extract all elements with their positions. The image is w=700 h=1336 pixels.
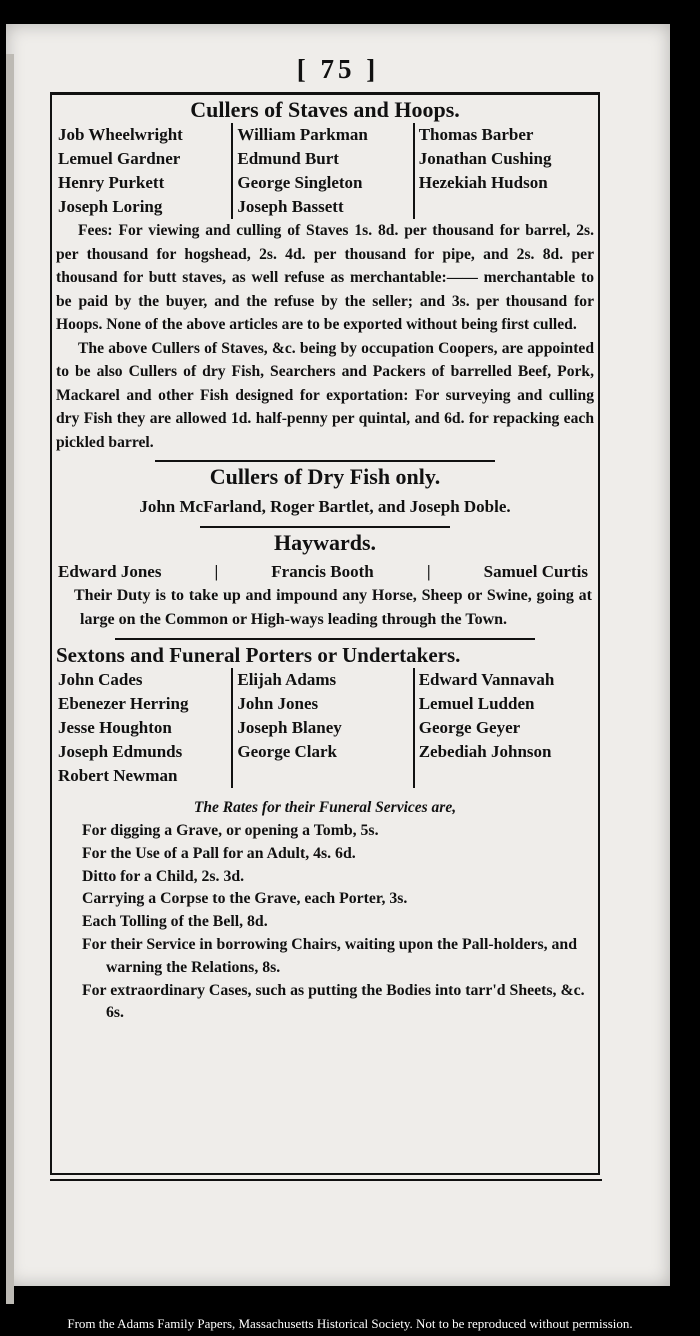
name-entry: Thomas Barber — [418, 125, 534, 144]
name-entry: George Clark — [237, 742, 337, 761]
page-edge — [6, 54, 14, 1304]
coopers-note-paragraph: The above Cullers of Staves, &c. being by occupation Coopers, are appointed to be also Cullers of dry Fish, Searchers and Packers of barrelled Beef, Pork, Mackarel and other Fish designed for exportation: For surveying and culling dry Fish they are allowed 1d. half-penny per quintal, and 6d. for repacking each pickled barrel. — [56, 339, 594, 451]
name-entry: William Parkman — [237, 125, 368, 144]
copyright-footer: From the Adams Family Papers, Massachusetts Historical Society. Not to be reproduced without permission. — [0, 1312, 700, 1336]
bottom-rule — [50, 1179, 602, 1181]
section-title-dry-fish: Cullers of Dry Fish only. — [209, 464, 441, 489]
name-entry: Lemuel Ludden — [418, 694, 535, 713]
name-entry: Joseph Edmunds — [58, 742, 183, 761]
sextons-names — [52, 668, 598, 788]
rate-item: For digging a Grave, or opening a Tomb, 5s. — [82, 822, 379, 839]
name-entry: Job Wheelwright — [58, 125, 183, 144]
section-title-sextons: Sextons and Funeral Porters or Undertakers. — [56, 643, 461, 667]
dry-fish-names: John McFarland, Roger Bartlet, and Joseph Doble. — [139, 497, 511, 516]
names-column-1 — [58, 668, 231, 788]
name-entry: Jesse Houghton — [58, 718, 172, 737]
funeral-rates-list — [52, 820, 598, 1025]
name-entry: Hezekiah Hudson — [418, 173, 548, 192]
name-entry: Henry Purkett — [58, 173, 165, 192]
names-column-2 — [231, 123, 412, 219]
name-entry: Lemuel Gardner — [58, 149, 181, 168]
name-entry: Joseph Loring — [58, 197, 163, 216]
rate-item: For extraordinary Cases, such as putting the Bodies into tarr'd Sheets, &c. 6s. — [82, 981, 585, 1022]
haywards-names — [52, 556, 598, 584]
name-entry: Joseph Bassett — [237, 197, 344, 216]
section-divider — [200, 526, 450, 528]
section-title-haywards: Haywards. — [273, 530, 377, 555]
cullers-staves-names — [52, 123, 598, 219]
section-divider — [155, 460, 495, 462]
names-column-2 — [231, 668, 412, 788]
names-column-3 — [413, 668, 598, 788]
name-entry: Jonathan Cushing — [418, 149, 552, 168]
name-entry: George Geyer — [418, 718, 521, 737]
section-title-cullers-staves: Cullers of Staves and Hoops. — [190, 97, 460, 122]
name-entry: John Jones — [237, 694, 319, 713]
name-entry: Elijah Adams — [237, 670, 337, 689]
name-entry: George Singleton — [237, 173, 363, 192]
name-entry: Edmund Burt — [237, 149, 339, 168]
name-entry: Zebediah Johnson — [418, 742, 552, 761]
section-divider — [115, 638, 535, 640]
name-entry: Samuel Curtis — [483, 562, 588, 581]
name-entry: Edward Vannavah — [418, 670, 555, 689]
rates-intro: The Rates for their Funeral Services are, — [193, 799, 457, 816]
document-page — [6, 24, 670, 1286]
name-entry: Ebenezer Herring — [58, 694, 189, 713]
name-entry: Joseph Blaney — [237, 718, 342, 737]
rate-item: Ditto for a Child, 2s. 3d. — [82, 867, 245, 885]
page-number: [ 75 ] — [296, 54, 380, 84]
rate-item: Carrying a Corpse to the Grave, each Porter, 3s. — [82, 890, 408, 908]
haywards-duty: Their Duty is to take up and impound any Horse, Sheep or Swine, going at large on the Common or High-ways leading through the Town. — [74, 587, 592, 628]
rate-item: Each Tolling of the Bell, 8d. — [82, 913, 268, 931]
name-entry: Robert Newman — [58, 766, 178, 785]
names-column-1 — [58, 123, 231, 219]
column-separator: | — [426, 562, 431, 581]
fees-paragraph: Fees: For viewing and culling of Staves 1s. 8d. per thousand for barrel, 2s. per thousand for hogshead, 2s. 4d. per thousand for pipe, and 2s. 8d. per thousand for butt staves, as well refuse as merchantable:—— merchantable to be paid by the buyer, and the refuse by the seller; and 3s. per thousand for Hoops. None of the above articles are to be exported without being first culled. — [56, 222, 594, 333]
rate-item: For their Service in borrowing Chairs, waiting upon the Pall-holders, and warning the Relations, 8s. — [82, 935, 577, 976]
content-box — [50, 92, 600, 1175]
names-column-3 — [413, 123, 598, 219]
name-entry: Edward Jones — [58, 562, 162, 581]
column-separator: | — [214, 562, 219, 581]
name-entry: John Cades — [58, 670, 143, 689]
rate-item: For the Use of a Pall for an Adult, 4s. 6d. — [82, 844, 356, 862]
name-entry: Francis Booth — [271, 562, 374, 581]
